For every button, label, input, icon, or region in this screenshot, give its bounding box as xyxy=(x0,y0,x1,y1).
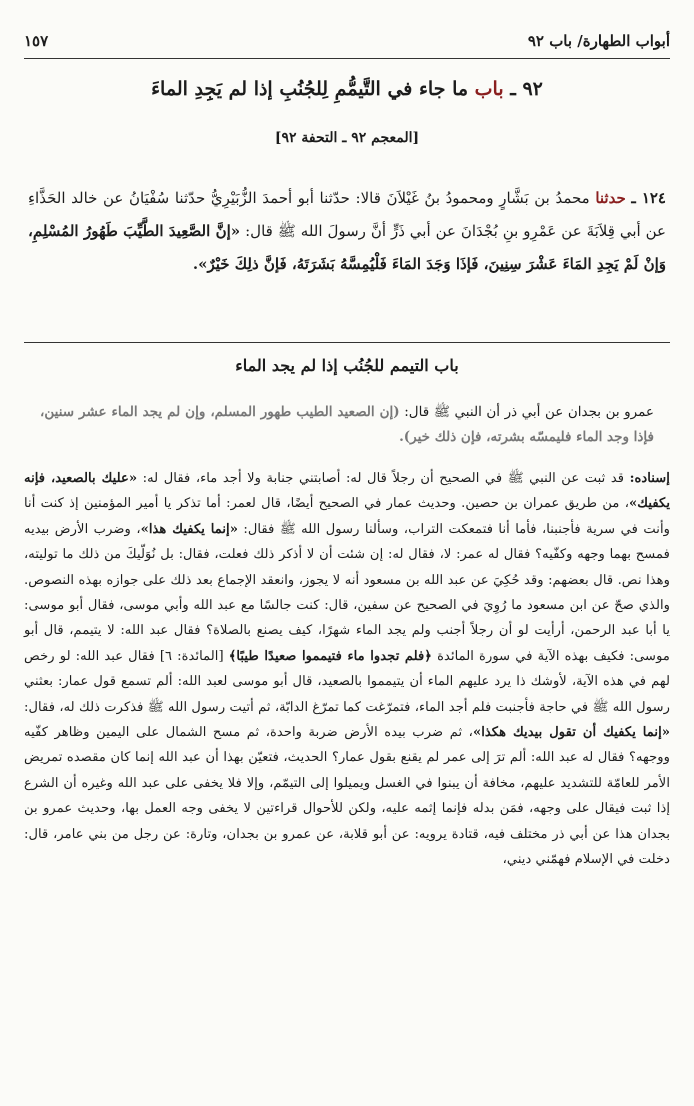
hadith-text xyxy=(28,182,666,281)
hadith-keyword: حدثنا xyxy=(595,189,626,207)
hadith-number: ١٢٤ ـ xyxy=(631,189,666,207)
commentary-part-1: قد ثبت عن النبي ﷺ في الصحيح أن رجلاً قال له: أصابتني جنابة ولا أجد ماء، فقال له: xyxy=(142,471,625,486)
chapter-keyword: باب xyxy=(474,78,504,100)
running-title: أبواب الطهارة/ باب ٩٢ xyxy=(527,32,670,50)
chapter-title xyxy=(24,78,670,100)
chapter-title-text: ما جاء في التَّيمُّمِ لِلجُنُبِ إذا لم يَجِدِ الماءَ xyxy=(151,78,469,100)
commentary-heading: باب التيمم للجُنُب إذا لم يجد الماء xyxy=(235,356,459,375)
isnad-label: إسناده: xyxy=(629,471,670,486)
commentary-part-5: ، ثم ضرب بيده الأرض ضربة واحدة، ثم مسح الشمال على اليمين وظاهر كفّيه ووجهه؟ فقال له عبد الله: ألم ترَ إلى عمر لم يقنع بقول عمار؟ الحديث، فتعيّن بهذا أن عبد الله إنما كان مقصده تمريض الأمر للعامّة للتشديد عليهم، مخافة أن يبنوا في الغسل ويميلوا إلى التيمّم، وإلا فلا يخفى على عبد الله وغيره أن الشرع إذا ثبت فيقال على وجهه، فمَن بدله فإنما إثمه عليه، ولكن للأحوال قراءتين لا يخفى وجه العمل بها، وحديث عمرو بن بجدان هذا عن أبي ذر مختلف فيه، قتادة يرويه: عن أبو قلابة، عن عمرو بن بجدان، وتارة: عن رجل من بني عامر، قال: دخلت في الإسلام فهمّني ديني، xyxy=(24,725,670,868)
page-number: ١٥٧ xyxy=(24,32,49,50)
commentary-body xyxy=(24,466,670,873)
chapter-number: ٩٢ ـ xyxy=(510,78,543,100)
intro-isnad: عمرو بن بجدان عن أبي ذر أن النبي ﷺ قال: xyxy=(404,404,654,420)
chapter-reference: [المعجم ٩٢ ـ التحفة ٩٢] xyxy=(274,130,420,146)
quran-verse: ﴿فلم تجدوا ماء فتيمموا صعيدًا طيبًا﴾ xyxy=(228,648,433,664)
hadith-isnad: محمدُ بن بَشَّارٍ ومحمودُ بنُ غَيْلاَنَ قالا: حدّثنا أبو أحمدَ الزُّبَيْرِيُّ حدّثنا سُفْيَانُ عن خالد الحَذَّاءِ عن أبي قِلاَبَةَ عن عَمْرِو بنِ بُجْدَانَ عن أبي ذَرٍّ أنَّ رسولَ الله ﷺ قال: xyxy=(28,189,666,240)
commentary-quote-1: «عليك بالصعيد، فإنه يكفيك» xyxy=(24,471,670,512)
intro-matn: (إن الصعيد الطيب طهور المسلم، وإن لم يجد الماء عشر سنين، فإذا وجد الماء فليمسّه بشرته، فإن ذلك خير). xyxy=(40,404,654,445)
commentary-part-4: [المائدة: ٦] فقال عبد الله: لو رخص لهم في هذه الآية، لأوشك ذا يرد عليهم الماء أن يتيمموا بالصعيد، قال أبو موسى لعبد الله: ألم تسمع قول عمار: بعثني رسول الله ﷺ في حاجة فأجنبت فلم أجد الماء، فتمرّغت كما تمرّغ الدابّة، ثم أتيت رسول الله ﷺ فذكرت ذلك له، فقال: xyxy=(24,648,670,715)
hadith-matn: «إنَّ الصَّعِيدَ الطَّيِّبَ طَهُورُ المُسْلِمِ، وَإنْ لَمْ يَجِدِ المَاءَ عَشْرَ سِنِينَ، فَإذَا وَجَدَ المَاءَ فَلْيُمِسَّهُ بَشَرَتَهُ، فَإنَّ ذلِكَ خَيْرٌ». xyxy=(28,222,666,273)
running-header xyxy=(24,22,670,59)
commentary-part-2: ، من طريق عمران بن حصين. وحديث عمار في الصحيح أيضًا، قال لعمر: أما تذكر يا أمير المؤمنين إذ كنت أنا وأنت في سرية فأجنبنا، فأما أنا فتمعكت التراب، وسألنا رسول الله ﷺ فقال: xyxy=(24,496,670,537)
section-divider xyxy=(24,342,670,343)
commentary-quote-2: «إنما يكفيك هذا» xyxy=(140,521,238,537)
commentary-quote-3: «إنما يكفيك أن تقول بيديك هكذا» xyxy=(472,725,671,741)
commentary-intro xyxy=(40,400,654,450)
commentary-part-3: ، وضرب الأرض بيديه فمسح بهما وجهه وكفّيه؟ فقال له عمر: لا، فقال له: إن شئت أن لا أذكر ذلك فعلت، فقال: بل نُوَلّيكَ من ذلك ما توليته، وهذا نص. قال بعضهم: وقد حُكِيَ عن عبد الله بن مسعود أنه لا يجوز، وانعقد الإجماع بعد ذلك على جوازه بهذه النصوص. والذي صحّ عن ابن مسعود ما رُوِيَ في الصحيح عن سفين، قال: كنت جالسًا مع عبد الله وأبي موسى، فقال أبو موسى: يا أبا عبد الرحمن، أرأيت لو أن رجلاً أجنب ولم يجد الماء شهرًا، كيف يصنع بالصلاة؟ فقال عبد الله: لا يتيمم، قال أبو موسى: فكيف بهذه الآية في سورة المائدة xyxy=(24,521,670,664)
